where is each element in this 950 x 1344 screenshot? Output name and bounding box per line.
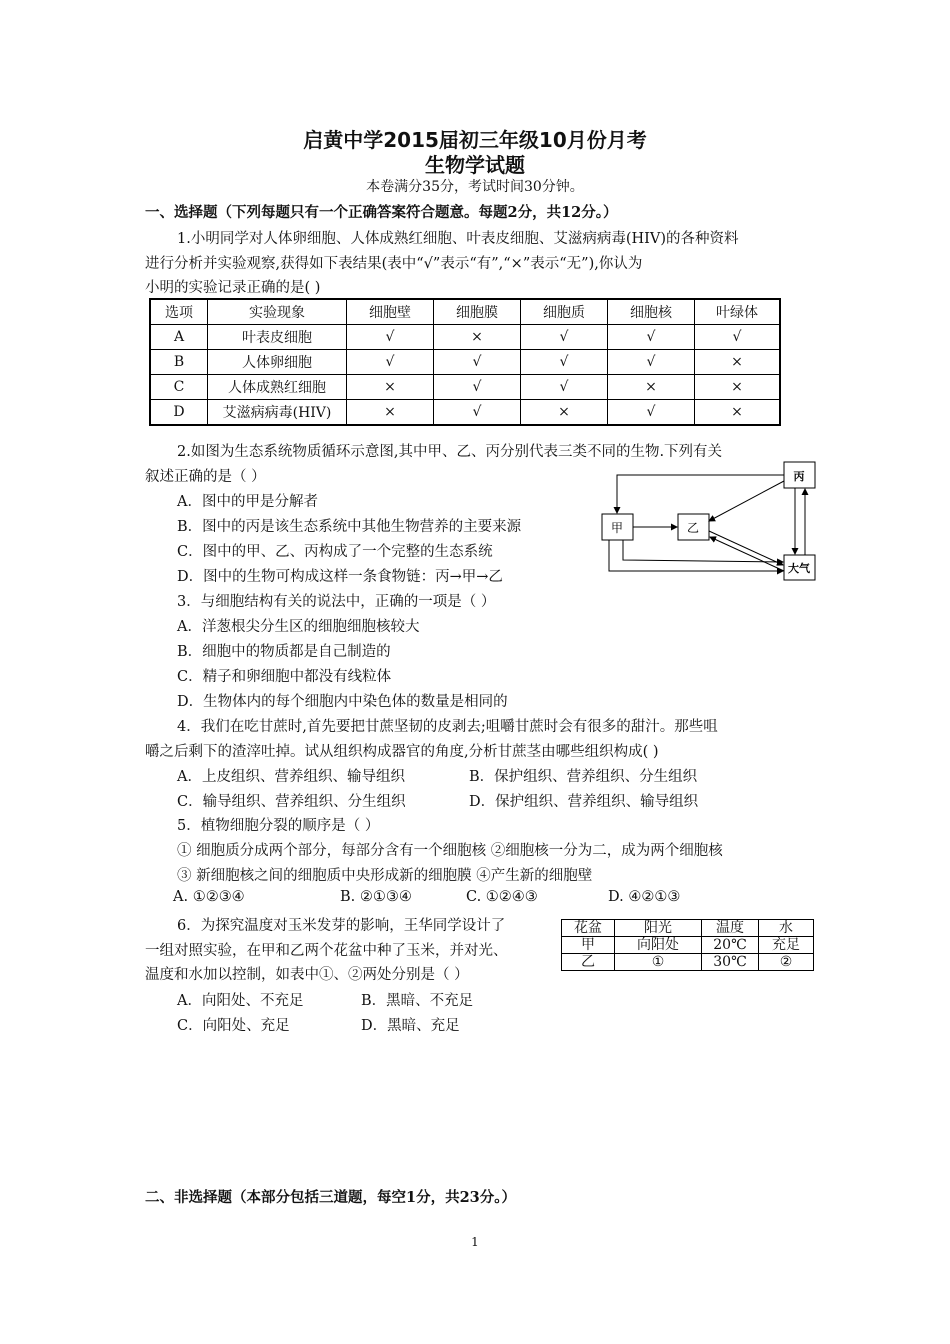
table-cell: ×	[521, 400, 608, 426]
table-cell: 20℃	[702, 937, 759, 954]
q3-stem: 3．与细胞结构有关的说法中，正确的一项是（ ）	[177, 594, 496, 610]
q3-option-c: C．精子和卵细胞中都没有线粒体	[177, 669, 392, 685]
daqi-label: 大气	[788, 562, 810, 575]
q6-option-b: B．黑暗、不充足	[361, 993, 474, 1009]
q5-step-line1: ① 细胞质分成两个部分，每部分含有一个细胞核 ②细胞核一分为二，成为两个细胞核	[177, 843, 723, 859]
table-cell: 人体成熟红细胞	[208, 375, 347, 400]
q2-option-a: A．图中的甲是分解者	[177, 494, 318, 510]
table-cell: 叶表皮细胞	[208, 325, 347, 350]
table-cell: ①	[615, 954, 702, 971]
q1-table	[149, 298, 781, 426]
q4-option-a: A．上皮组织、营养组织、输导组织	[177, 769, 405, 785]
table-row	[150, 375, 780, 400]
table-row	[150, 350, 780, 375]
exam-subtitle: 生物学试题	[425, 153, 525, 177]
table-cell: ×	[695, 350, 781, 375]
yi-label: 乙	[686, 521, 700, 535]
q6-stem-line1: 6．为探究温度对玉米发芽的影响，王华同学设计了	[177, 918, 506, 934]
q3-option-a: A．洋葱根尖分生区的细胞细胞核较大	[177, 619, 420, 635]
table-header-cell: 水	[759, 920, 814, 937]
q5-option-d: D. ④②①③	[608, 889, 681, 905]
table-cell: ×	[608, 375, 695, 400]
q6-stem-line3: 温度和水加以控制，如表中①、②两处分别是（ ）	[145, 967, 469, 983]
q6-table	[561, 919, 814, 971]
table-cell: √	[608, 350, 695, 375]
exam-title: 启黄中学2015届初三年级10月份月考	[303, 128, 647, 152]
table-cell: 艾滋病病毒(HIV)	[208, 400, 347, 426]
q4-option-c: C．输导组织、营养组织、分生组织	[177, 794, 406, 810]
q5-stem: 5．植物细胞分裂的顺序是（ ）	[177, 818, 380, 834]
table-header-cell: 温度	[702, 920, 759, 937]
q5-option-a: A. ①②③④	[173, 889, 245, 905]
table-cell: √	[608, 325, 695, 350]
table-cell: ×	[347, 375, 434, 400]
table-cell: √	[695, 325, 781, 350]
q1-stem-line1: 1.小明同学对人体卵细胞、人体成熟红细胞、叶表皮细胞、艾滋病病毒(HIV)的各种资料	[177, 231, 739, 247]
table-cell: √	[608, 400, 695, 426]
q5-step-line2: ③ 新细胞核之间的细胞质中央形成新的细胞膜 ④产生新的细胞壁	[177, 868, 593, 884]
table-cell: 充足	[759, 937, 814, 954]
table-header-cell: 细胞膜	[434, 299, 521, 325]
table-cell: D	[150, 400, 208, 426]
table-cell: 30℃	[702, 954, 759, 971]
q2-option-c: C．图中的甲、乙、丙构成了一个完整的生态系统	[177, 544, 493, 560]
q4-stem-line1: 4．我们在吃甘蔗时,首先要把甘蔗坚韧的皮剥去;咀嚼甘蔗时会有很多的甜汁。那些咀	[177, 719, 718, 735]
q1-stem-line2: 进行分析并实验观察,获得如下表结果(表中“√”表示“有”,“×”表示“无”),你认为	[145, 256, 643, 272]
bing-label: 丙	[793, 470, 805, 483]
table-header-cell: 细胞核	[608, 299, 695, 325]
table-cell: √	[434, 375, 521, 400]
table-cell: √	[521, 350, 608, 375]
table-row	[562, 954, 814, 971]
table-cell: B	[150, 350, 208, 375]
table-header-row	[150, 299, 780, 325]
table-header-cell: 选项	[150, 299, 208, 325]
table-cell: 甲	[562, 937, 615, 954]
q4-option-b: B．保护组织、营养组织、分生组织	[469, 769, 698, 785]
table-header-cell: 细胞壁	[347, 299, 434, 325]
table-cell: √	[521, 375, 608, 400]
exam-note: 本卷满分35分，考试时间30分钟。	[366, 179, 584, 195]
q6-stem-line2: 一组对照实验，在甲和乙两个花盆中种了玉米，并对光、	[145, 943, 508, 959]
table-cell: 乙	[562, 954, 615, 971]
q6-option-d: D．黑暗、充足	[361, 1018, 460, 1034]
table-cell: ×	[347, 400, 434, 426]
table-header-cell: 叶绿体	[695, 299, 781, 325]
q1-stem-line3: 小明的实验记录正确的是( )	[145, 280, 321, 296]
table-row	[562, 937, 814, 954]
table-header-cell: 实验现象	[208, 299, 347, 325]
q2-option-d: D．图中的生物可构成这样一条食物链：丙→甲→乙	[177, 569, 503, 585]
q5-option-b: B. ②①③④	[340, 889, 412, 905]
q6-option-c: C．向阳处、充足	[177, 1018, 290, 1034]
table-header-cell: 阳光	[615, 920, 702, 937]
table-cell: √	[347, 350, 434, 375]
table-row	[150, 325, 780, 350]
q6-option-a: A．向阳处、不充足	[177, 993, 304, 1009]
table-cell: C	[150, 375, 208, 400]
q4-stem-line2: 嚼之后剩下的渣滓吐掉。试从组织构成器官的角度,分析甘蔗茎由哪些组织构成( )	[145, 744, 659, 760]
table-cell: ×	[695, 375, 781, 400]
table-cell: √	[434, 400, 521, 426]
table-cell: √	[347, 325, 434, 350]
table-cell: 人体卵细胞	[208, 350, 347, 375]
q4-option-d: D．保护组织、营养组织、输导组织	[469, 794, 699, 810]
q2-stem-line1: 2.如图为生态系统物质循环示意图,其中甲、乙、丙分别代表三类不同的生物.下列有关	[177, 444, 723, 460]
section-1-heading: 一、选择题（下列每题只有一个正确答案符合题意。每题2分，共12分。）	[145, 204, 618, 221]
q2-option-b: B．图中的丙是该生态系统中其他生物营养的主要来源	[177, 519, 522, 535]
q3-option-b: B．细胞中的物质都是自己制造的	[177, 644, 391, 660]
table-header-cell: 花盆	[562, 920, 615, 937]
table-cell: A	[150, 325, 208, 350]
table-cell: ×	[434, 325, 521, 350]
q3-option-d: D．生物体内的每个细胞内中染色体的数量是相同的	[177, 694, 508, 710]
table-cell: √	[434, 350, 521, 375]
carbon-cycle-diagram	[595, 455, 825, 585]
table-row	[150, 400, 780, 426]
jia-label: 甲	[610, 521, 624, 535]
table-cell: 向阳处	[615, 937, 702, 954]
q2-stem-line2: 叙述正确的是（ ）	[145, 469, 266, 485]
page-number: 1	[471, 1235, 479, 1249]
q5-option-c: C. ①②④③	[466, 889, 538, 905]
table-header-row	[562, 920, 814, 937]
table-header-cell: 细胞质	[521, 299, 608, 325]
table-cell: ×	[695, 400, 781, 426]
section-2-heading: 二、非选择题（本部分包括三道题，每空1分，共23分。）	[145, 1189, 517, 1206]
table-cell: √	[521, 325, 608, 350]
table-cell: ②	[759, 954, 814, 971]
